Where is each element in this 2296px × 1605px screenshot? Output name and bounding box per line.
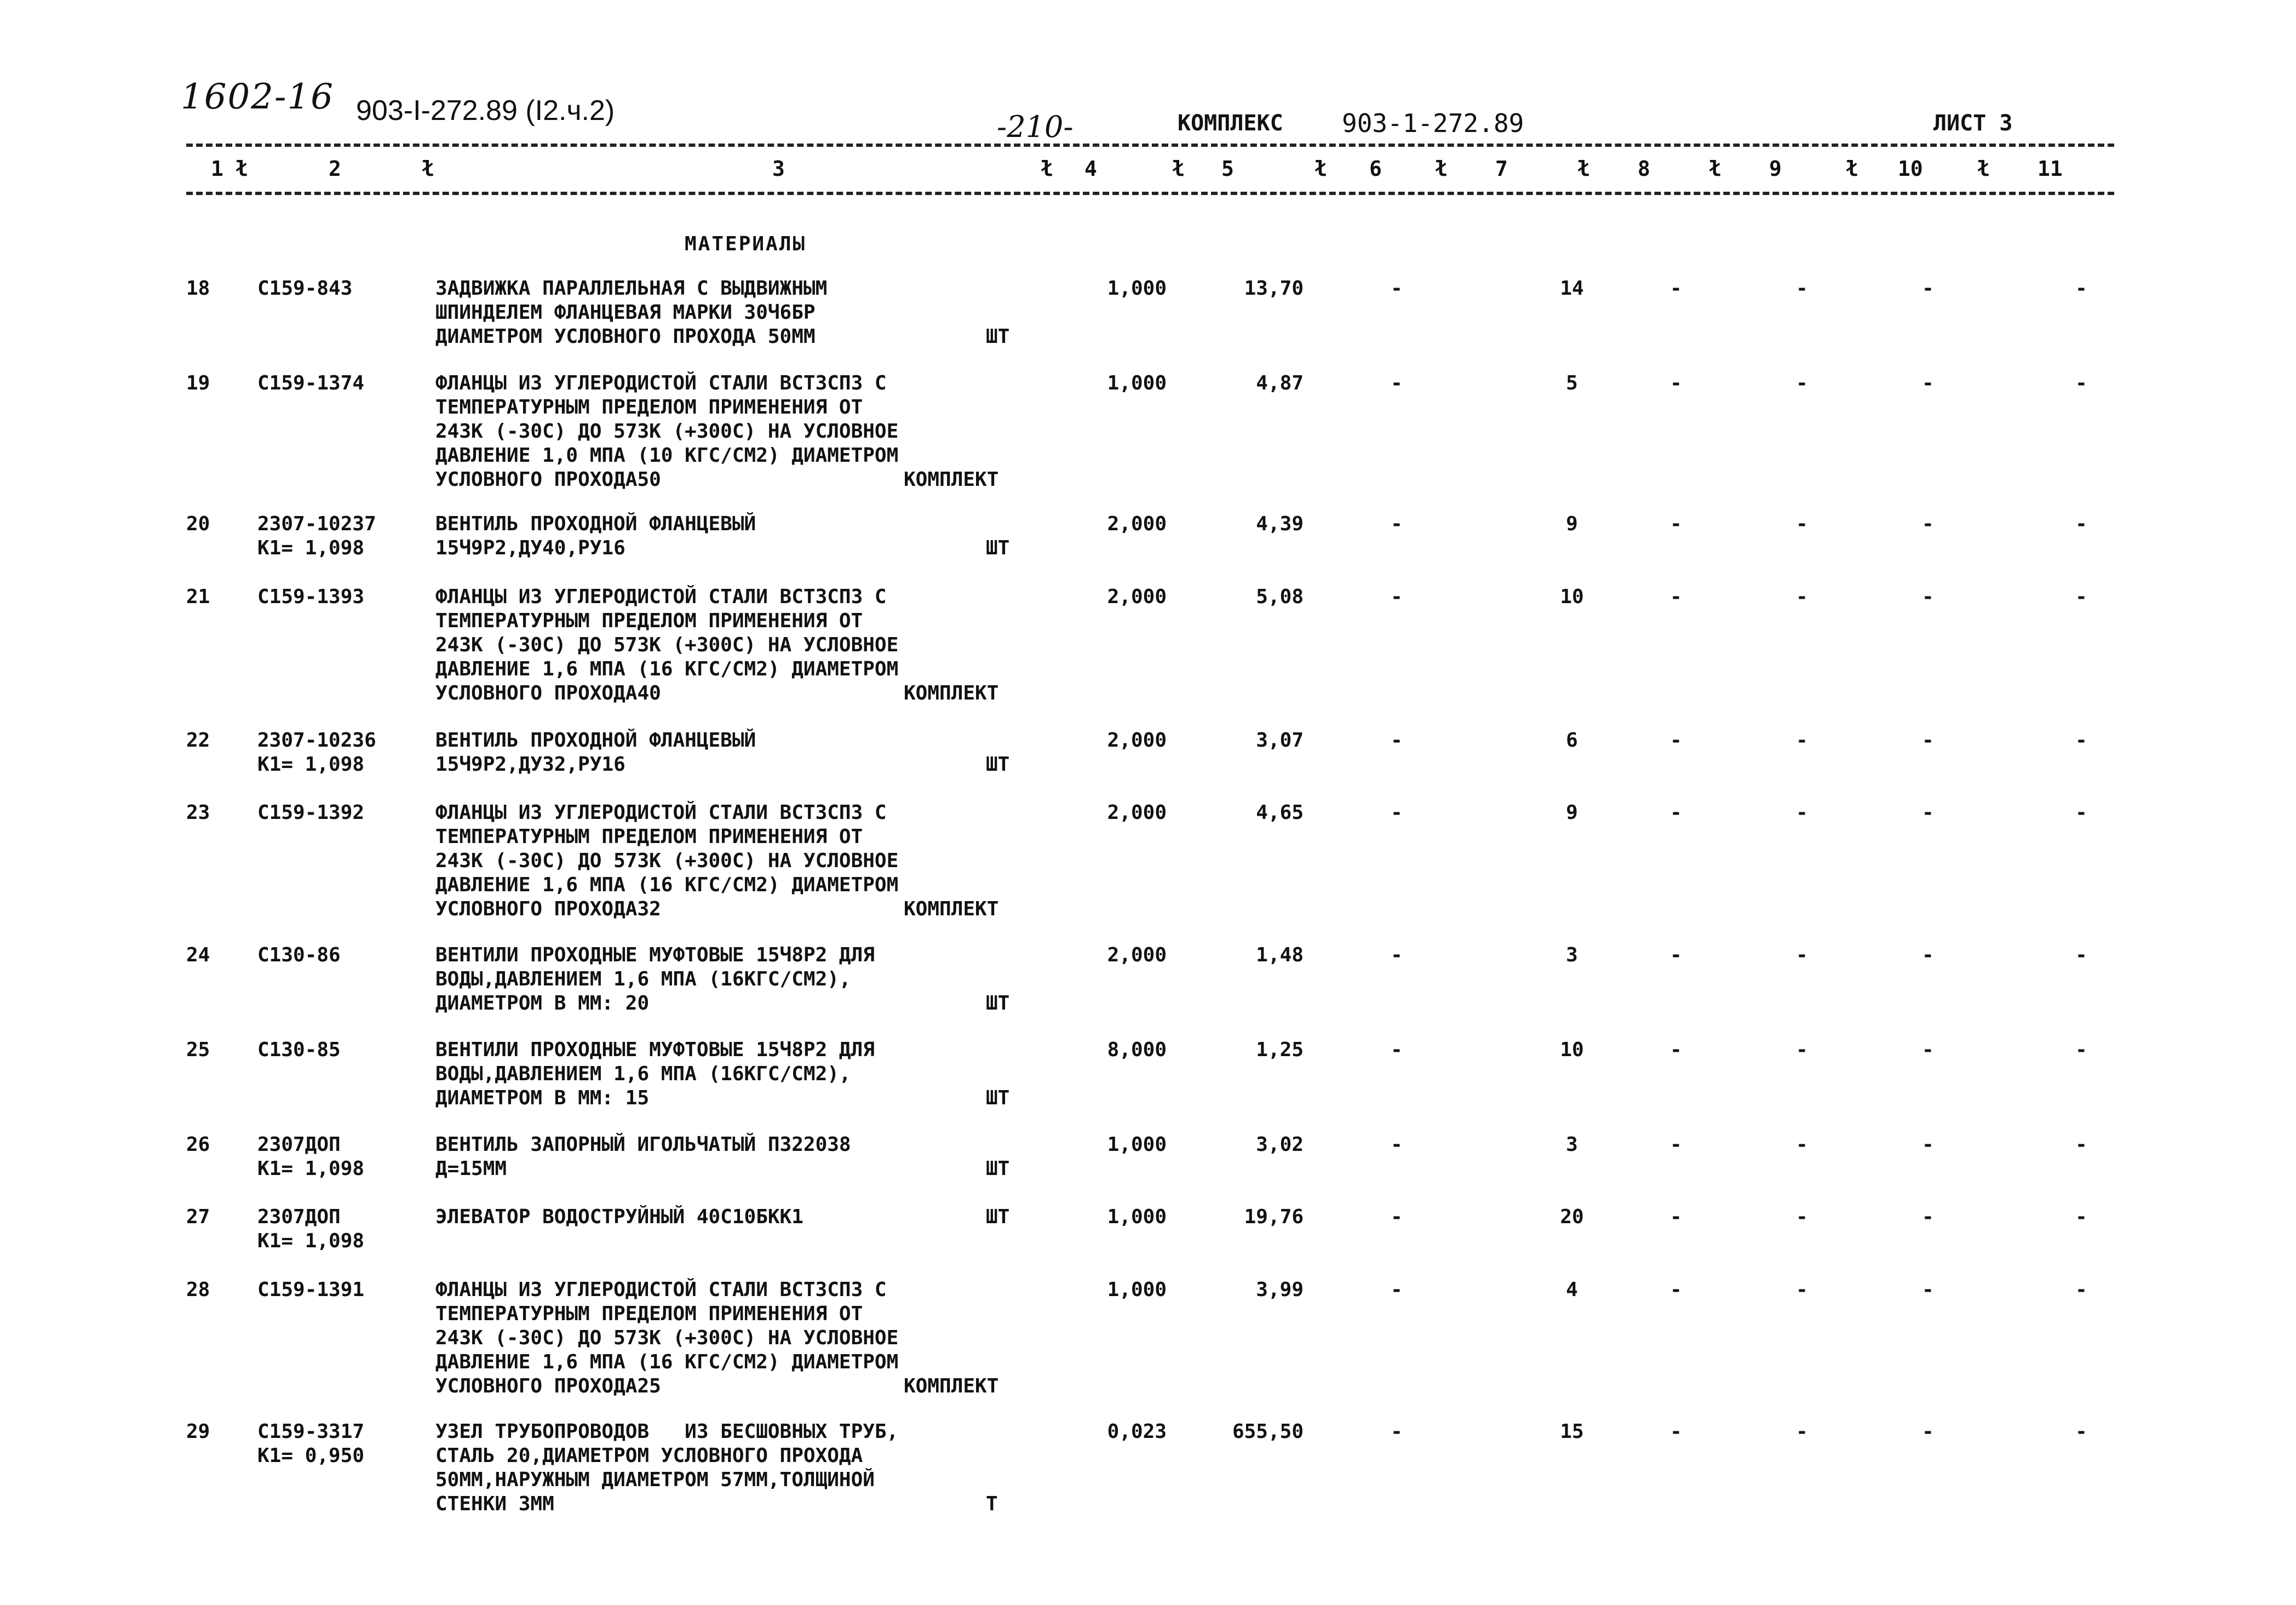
row-code-line: K1= 1,098 bbox=[257, 537, 365, 559]
row-col10: - bbox=[1922, 729, 1934, 752]
column-separator: ł bbox=[1709, 157, 1721, 181]
row-col10: - bbox=[1922, 1420, 1934, 1443]
row-code-line: K1= 1,098 bbox=[257, 1157, 365, 1180]
row-code bbox=[257, 943, 341, 967]
row-description-line: Д=15ММ bbox=[435, 1157, 507, 1180]
row-col9: - bbox=[1796, 944, 1808, 966]
row-quantity: 2,000 bbox=[1107, 586, 1167, 608]
row-col8: - bbox=[1670, 513, 1682, 535]
row-code-line: C159-1374 bbox=[257, 372, 365, 394]
row-col11: - bbox=[2075, 1279, 2087, 1301]
column-number-9: 9 bbox=[1769, 157, 1782, 181]
row-col11: - bbox=[2075, 801, 2087, 824]
document-code: 903-I-272.89 (I2.ч.2) bbox=[356, 95, 615, 127]
column-number-10: 10 bbox=[1898, 157, 1923, 181]
row-description-line: 243К (-30С) ДО 573К (+300С) НА УСЛОВНОЕ bbox=[435, 1327, 899, 1349]
row-number: 26 bbox=[186, 1133, 210, 1156]
row-description-line: ВЕНТИЛИ ПРОХОДНЫЕ МУФТОВЫЕ 15Ч8Р2 ДЛЯ bbox=[435, 944, 875, 966]
row-code-line: C159-843 bbox=[257, 277, 353, 300]
row-description bbox=[435, 943, 1038, 1016]
row-col6: - bbox=[1391, 1206, 1403, 1228]
column-number-11: 11 bbox=[2037, 157, 2063, 181]
column-number-7: 7 bbox=[1495, 157, 1508, 181]
header-top-rule bbox=[186, 144, 2114, 147]
row-description-line: 15Ч9Р2,ДУ40,РУ16 bbox=[435, 537, 625, 559]
column-separator: ł bbox=[1846, 157, 1858, 181]
row-col8: - bbox=[1670, 1206, 1682, 1228]
row-col9: - bbox=[1796, 513, 1808, 535]
row-code bbox=[257, 1420, 364, 1468]
row-description-line: УЗЕЛ ТРУБОПРОВОДОВ ИЗ БЕСШОВНЫХ ТРУБ, bbox=[435, 1420, 899, 1443]
row-description-line: ТЕМПЕРАТУРНЫМ ПРЕДЕЛОМ ПРИМЕНЕНИЯ ОТ bbox=[435, 826, 863, 848]
row-col6: - bbox=[1391, 586, 1403, 608]
row-col6: - bbox=[1391, 1133, 1403, 1156]
handwritten-note: 1602-16 bbox=[181, 77, 334, 117]
row-code bbox=[257, 512, 376, 560]
row-price: 19,76 bbox=[1244, 1206, 1304, 1228]
row-code-line: C159-1392 bbox=[257, 801, 365, 824]
row-code bbox=[257, 371, 364, 395]
row-unit: ШТ bbox=[986, 537, 1010, 559]
row-quantity: 2,000 bbox=[1107, 944, 1167, 966]
row-col9: - bbox=[1796, 729, 1808, 752]
row-quantity: 2,000 bbox=[1107, 513, 1167, 535]
row-quantity: 1,000 bbox=[1107, 1279, 1167, 1301]
row-unit: КОМПЛЕКТ bbox=[904, 468, 999, 491]
row-col7: 10 bbox=[1560, 586, 1584, 608]
row-price: 13,70 bbox=[1244, 277, 1304, 300]
row-code bbox=[257, 1038, 341, 1062]
row-description-line: ЭЛЕВАТОР ВОДОСТРУЙНЫЙ 40С10БКК1 bbox=[435, 1206, 803, 1228]
row-col7: 5 bbox=[1566, 372, 1578, 394]
row-code-line: K1= 0,950 bbox=[257, 1445, 365, 1467]
section-title: МАТЕРИАЛЫ bbox=[685, 233, 807, 255]
row-description-line: УСЛОВНОГО ПРОХОДА25 bbox=[435, 1375, 661, 1397]
row-description bbox=[435, 1133, 1038, 1181]
column-number-row bbox=[0, 157, 2296, 184]
row-description-line: ВЕНТИЛИ ПРОХОДНЫЕ МУФТОВЫЕ 15Ч8Р2 ДЛЯ bbox=[435, 1039, 875, 1061]
row-description-line: ДАВЛЕНИЕ 1,6 МПА (16 КГС/СМ2) ДИАМЕТРОМ bbox=[435, 874, 899, 896]
row-description-line: ЗАДВИЖКА ПАРАЛЛЕЛЬНАЯ С ВЫДВИЖНЫМ bbox=[435, 277, 828, 300]
row-number: 18 bbox=[186, 277, 210, 300]
row-description-line: ФЛАНЦЫ ИЗ УГЛЕРОДИСТОЙ СТАЛИ ВСТ3СП3 С bbox=[435, 586, 887, 608]
row-unit: КОМПЛЕКТ bbox=[904, 682, 999, 704]
row-col8: - bbox=[1670, 1133, 1682, 1156]
row-price: 655,50 bbox=[1232, 1420, 1304, 1443]
komplex-label: КОМПЛЕКС bbox=[1178, 111, 1283, 136]
row-col11: - bbox=[2075, 372, 2087, 394]
row-col10: - bbox=[1922, 1279, 1934, 1301]
row-description-line: УСЛОВНОГО ПРОХОДА32 bbox=[435, 898, 661, 920]
row-description-line: СТЕНКИ 3ММ bbox=[435, 1493, 554, 1515]
column-number-6: 6 bbox=[1369, 157, 1382, 181]
row-col7: 10 bbox=[1560, 1039, 1584, 1061]
row-col6: - bbox=[1391, 1420, 1403, 1443]
row-col8: - bbox=[1670, 372, 1682, 394]
row-col10: - bbox=[1922, 801, 1934, 824]
row-col10: - bbox=[1922, 1206, 1934, 1228]
row-code bbox=[257, 729, 376, 777]
row-col6: - bbox=[1391, 944, 1403, 966]
row-number: 27 bbox=[186, 1206, 210, 1228]
row-description-line: ВЕНТИЛЬ ПРОХОДНОЙ ФЛАНЦЕВЫЙ bbox=[435, 513, 756, 535]
row-col11: - bbox=[2075, 1420, 2087, 1443]
row-col9: - bbox=[1796, 801, 1808, 824]
row-col7: 15 bbox=[1560, 1420, 1584, 1443]
row-description-line: ФЛАНЦЫ ИЗ УГЛЕРОДИСТОЙ СТАЛИ ВСТ3СП3 С bbox=[435, 801, 887, 824]
row-unit: ШТ bbox=[986, 753, 1010, 776]
row-col6: - bbox=[1391, 277, 1403, 300]
row-description bbox=[435, 729, 1038, 777]
row-col7: 3 bbox=[1566, 1133, 1578, 1156]
row-col7: 4 bbox=[1566, 1279, 1578, 1301]
row-col11: - bbox=[2075, 1206, 2087, 1228]
row-col7: 3 bbox=[1566, 944, 1578, 966]
row-code-line: 2307-10237 bbox=[257, 513, 376, 535]
row-description-line: ТЕМПЕРАТУРНЫМ ПРЕДЕЛОМ ПРИМЕНЕНИЯ ОТ bbox=[435, 396, 863, 419]
row-quantity: 2,000 bbox=[1107, 729, 1167, 752]
row-col7: 9 bbox=[1566, 513, 1578, 535]
row-price: 4,39 bbox=[1256, 513, 1304, 535]
row-description-line: 15Ч9Р2,ДУ32,РУ16 bbox=[435, 753, 625, 776]
row-code bbox=[257, 1133, 364, 1181]
row-col9: - bbox=[1796, 277, 1808, 300]
page-number: -210- bbox=[997, 110, 1074, 144]
row-col9: - bbox=[1796, 1420, 1808, 1443]
row-description-line: ВЕНТИЛЬ ЗАПОРНЫЙ ИГОЛЬЧАТЫЙ П322038 bbox=[435, 1133, 851, 1156]
row-price: 3,99 bbox=[1256, 1279, 1304, 1301]
row-col9: - bbox=[1796, 1133, 1808, 1156]
komplex-code: 903-1-272.89 bbox=[1342, 108, 1524, 138]
row-code-line: 2307ДОП bbox=[257, 1133, 341, 1156]
row-col8: - bbox=[1670, 801, 1682, 824]
row-code-line: C159-3317 bbox=[257, 1420, 365, 1443]
row-code bbox=[257, 801, 364, 825]
row-description bbox=[435, 1420, 1038, 1516]
row-description-line: ДАВЛЕНИЕ 1,6 МПА (16 КГС/СМ2) ДИАМЕТРОМ bbox=[435, 658, 899, 680]
row-quantity: 2,000 bbox=[1107, 801, 1167, 824]
row-col11: - bbox=[2075, 1039, 2087, 1061]
row-description-line: ВЕНТИЛЬ ПРОХОДНОЙ ФЛАНЦЕВЫЙ bbox=[435, 729, 756, 752]
row-quantity: 1,000 bbox=[1107, 1133, 1167, 1156]
row-col6: - bbox=[1391, 729, 1403, 752]
row-code-line: C130-85 bbox=[257, 1039, 341, 1061]
row-price: 4,65 bbox=[1256, 801, 1304, 824]
row-col8: - bbox=[1670, 1039, 1682, 1061]
column-separator: ł bbox=[1041, 157, 1053, 181]
row-number: 20 bbox=[186, 513, 210, 535]
row-description-line: 243К (-30С) ДО 573К (+300С) НА УСЛОВНОЕ bbox=[435, 634, 899, 656]
row-col7: 9 bbox=[1566, 801, 1578, 824]
row-col10: - bbox=[1922, 513, 1934, 535]
row-description-line: ВОДЫ,ДАВЛЕНИЕМ 1,6 МПА (16КГС/СМ2), bbox=[435, 968, 851, 990]
row-code-line: 2307-10236 bbox=[257, 729, 376, 752]
row-col10: - bbox=[1922, 1133, 1934, 1156]
row-unit: КОМПЛЕКТ bbox=[904, 1375, 999, 1397]
row-price: 4,87 bbox=[1256, 372, 1304, 394]
row-col7: 20 bbox=[1560, 1206, 1584, 1228]
row-number: 23 bbox=[186, 801, 210, 824]
row-description-line: ТЕМПЕРАТУРНЫМ ПРЕДЕЛОМ ПРИМЕНЕНИЯ ОТ bbox=[435, 1303, 863, 1325]
row-number: 29 bbox=[186, 1420, 210, 1443]
column-number-4: 4 bbox=[1084, 157, 1097, 181]
row-description-line: ДАВЛЕНИЕ 1,6 МПА (16 КГС/СМ2) ДИАМЕТРОМ bbox=[435, 1351, 899, 1373]
column-separator: ł bbox=[1435, 157, 1448, 181]
column-number-2: 2 bbox=[329, 157, 341, 181]
row-number: 24 bbox=[186, 944, 210, 966]
row-col8: - bbox=[1670, 1279, 1682, 1301]
row-col11: - bbox=[2075, 277, 2087, 300]
row-description-line: 243К (-30С) ДО 573К (+300С) НА УСЛОВНОЕ bbox=[435, 850, 899, 872]
row-unit: ШТ bbox=[986, 992, 1010, 1014]
row-col6: - bbox=[1391, 372, 1403, 394]
row-quantity: 1,000 bbox=[1107, 372, 1167, 394]
row-col6: - bbox=[1391, 1039, 1403, 1061]
row-price: 1,48 bbox=[1256, 944, 1304, 966]
row-col11: - bbox=[2075, 586, 2087, 608]
column-separator: ł bbox=[422, 157, 434, 181]
row-code-line: C130-86 bbox=[257, 944, 341, 966]
row-unit: Т bbox=[986, 1493, 998, 1515]
row-description-line: УСЛОВНОГО ПРОХОДА50 bbox=[435, 468, 661, 491]
column-separator: ł bbox=[1977, 157, 1990, 181]
row-code bbox=[257, 585, 364, 609]
row-description-line: ДИАМЕТРОМ УСЛОВНОГО ПРОХОДА 50ММ bbox=[435, 325, 816, 348]
row-number: 25 bbox=[186, 1039, 210, 1061]
row-col6: - bbox=[1391, 1279, 1403, 1301]
row-col6: - bbox=[1391, 801, 1403, 824]
row-description bbox=[435, 1038, 1038, 1110]
row-col8: - bbox=[1670, 586, 1682, 608]
row-unit: ШТ bbox=[986, 1206, 1010, 1228]
row-col8: - bbox=[1670, 729, 1682, 752]
row-description-line: СТАЛЬ 20,ДИАМЕТРОМ УСЛОВНОГО ПРОХОДА bbox=[435, 1445, 863, 1467]
row-unit: ШТ bbox=[986, 325, 1010, 348]
row-code bbox=[257, 1278, 364, 1302]
row-col11: - bbox=[2075, 944, 2087, 966]
row-number: 28 bbox=[186, 1279, 210, 1301]
row-quantity: 1,000 bbox=[1107, 1206, 1167, 1228]
row-col9: - bbox=[1796, 372, 1808, 394]
row-col6: - bbox=[1391, 513, 1403, 535]
row-col11: - bbox=[2075, 729, 2087, 752]
column-number-3: 3 bbox=[772, 157, 785, 181]
row-col8: - bbox=[1670, 944, 1682, 966]
row-description-line: ДИАМЕТРОМ В ММ: 20 bbox=[435, 992, 650, 1014]
column-number-8: 8 bbox=[1638, 157, 1650, 181]
row-col10: - bbox=[1922, 586, 1934, 608]
row-quantity: 8,000 bbox=[1107, 1039, 1167, 1061]
row-code bbox=[257, 277, 352, 301]
row-code-line: K1= 1,098 bbox=[257, 1230, 365, 1252]
row-description-line: ДИАМЕТРОМ В ММ: 15 bbox=[435, 1087, 650, 1109]
row-col9: - bbox=[1796, 1279, 1808, 1301]
row-quantity: 0,023 bbox=[1107, 1420, 1167, 1443]
row-col9: - bbox=[1796, 1206, 1808, 1228]
row-col9: - bbox=[1796, 586, 1808, 608]
row-col10: - bbox=[1922, 944, 1934, 966]
row-description-line: ВОДЫ,ДАВЛЕНИЕМ 1,6 МПА (16КГС/СМ2), bbox=[435, 1063, 851, 1085]
row-col7: 14 bbox=[1560, 277, 1584, 300]
row-col8: - bbox=[1670, 277, 1682, 300]
row-unit: ШТ bbox=[986, 1087, 1010, 1109]
row-description bbox=[435, 277, 1038, 349]
row-unit: ШТ bbox=[986, 1157, 1010, 1180]
row-col9: - bbox=[1796, 1039, 1808, 1061]
column-number-5: 5 bbox=[1221, 157, 1234, 181]
row-code bbox=[257, 1205, 364, 1253]
header-bottom-rule bbox=[186, 192, 2114, 195]
row-number: 22 bbox=[186, 729, 210, 752]
row-number: 21 bbox=[186, 586, 210, 608]
row-code-line: 2307ДОП bbox=[257, 1206, 341, 1228]
row-col10: - bbox=[1922, 277, 1934, 300]
column-separator: ł bbox=[1315, 157, 1327, 181]
row-description-line: ФЛАНЦЫ ИЗ УГЛЕРОДИСТОЙ СТАЛИ ВСТ3СП3 С bbox=[435, 372, 887, 394]
row-description-line: 50ММ,НАРУЖНЫМ ДИАМЕТРОМ 57ММ,ТОЛЩИНОЙ bbox=[435, 1469, 875, 1491]
row-description bbox=[435, 1205, 1038, 1229]
row-description-line: ТЕМПЕРАТУРНЫМ ПРЕДЕЛОМ ПРИМЕНЕНИЯ ОТ bbox=[435, 610, 863, 632]
row-code-line: C159-1393 bbox=[257, 586, 365, 608]
column-number-1: 1 bbox=[211, 157, 223, 181]
row-code-line: C159-1391 bbox=[257, 1279, 365, 1301]
row-number: 19 bbox=[186, 372, 210, 394]
row-col8: - bbox=[1670, 1420, 1682, 1443]
row-description bbox=[435, 512, 1038, 560]
column-separator: ł bbox=[1577, 157, 1590, 181]
column-separator: ł bbox=[236, 157, 248, 181]
sheet-label: ЛИСТ 3 bbox=[1933, 111, 2013, 136]
row-price: 3,07 bbox=[1256, 729, 1304, 752]
row-description-line: УСЛОВНОГО ПРОХОДА40 bbox=[435, 682, 661, 704]
row-code-line: K1= 1,098 bbox=[257, 753, 365, 776]
row-description-line: ФЛАНЦЫ ИЗ УГЛЕРОДИСТОЙ СТАЛИ ВСТ3СП3 С bbox=[435, 1279, 887, 1301]
row-quantity: 1,000 bbox=[1107, 277, 1167, 300]
row-price: 1,25 bbox=[1256, 1039, 1304, 1061]
row-unit: КОМПЛЕКТ bbox=[904, 898, 999, 920]
row-col10: - bbox=[1922, 1039, 1934, 1061]
row-price: 3,02 bbox=[1256, 1133, 1304, 1156]
row-description-line: 243К (-30С) ДО 573К (+300С) НА УСЛОВНОЕ bbox=[435, 420, 899, 443]
column-separator: ł bbox=[1172, 157, 1185, 181]
row-col7: 6 bbox=[1566, 729, 1578, 752]
row-description-line: ДАВЛЕНИЕ 1,0 МПА (10 КГС/СМ2) ДИАМЕТРОМ bbox=[435, 444, 899, 467]
row-col10: - bbox=[1922, 372, 1934, 394]
row-price: 5,08 bbox=[1256, 586, 1304, 608]
row-col11: - bbox=[2075, 1133, 2087, 1156]
row-description-line: ШПИНДЕЛЕМ ФЛАНЦЕВАЯ МАРКИ 30Ч6БР bbox=[435, 301, 816, 324]
row-col11: - bbox=[2075, 513, 2087, 535]
